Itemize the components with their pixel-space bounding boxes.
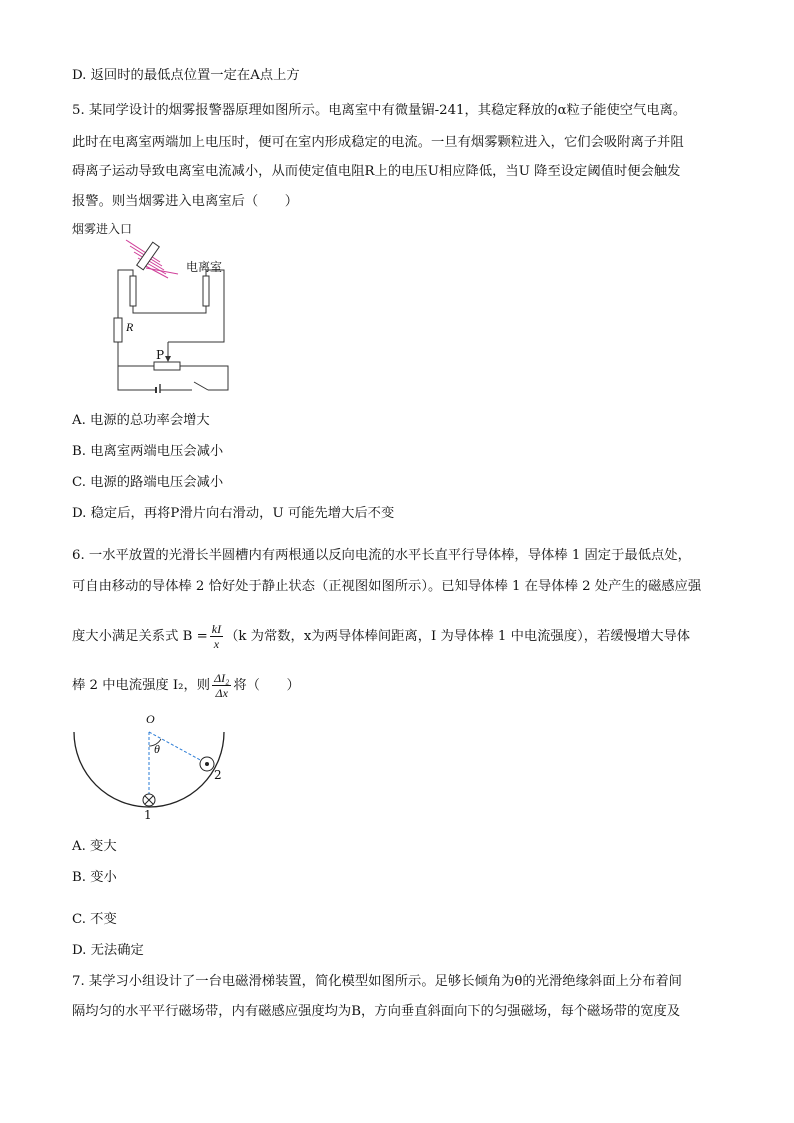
q5-stem-line-1: 5. 某同学设计的烟雾报警器原理如图所示。电离室中有微量镅-241，其稳定释放的α粒子能使空气电离。 bbox=[72, 103, 687, 118]
formula-numerator: kI bbox=[211, 622, 222, 636]
q6-stem-line-4 bbox=[72, 668, 300, 704]
ratio-numerator: ΔI₂ bbox=[214, 671, 230, 685]
rod-1-label: 1 bbox=[144, 808, 152, 822]
q6-option-a: A. 变大 bbox=[72, 839, 117, 854]
q4-option-d: D. 返回时的最低点位置一定在A点上方 bbox=[72, 68, 300, 83]
q6-stem-line-1: 6. 一水平放置的光滑长半圆槽内有两根通以反向电流的水平长直平行导体棒，导体棒 1 固定于最低点处， bbox=[72, 548, 691, 563]
q6-option-c: C. 不变 bbox=[72, 912, 117, 927]
semicircle-groove-diagram bbox=[68, 712, 228, 824]
q6-stem-line-3 bbox=[72, 619, 690, 655]
resistor-r-label: R bbox=[126, 320, 134, 334]
center-o-label: O bbox=[146, 712, 155, 726]
q5-stem-line-4: 报警。则当烟雾进入电离室后（ ） bbox=[72, 194, 299, 209]
field-formula-fraction bbox=[210, 622, 223, 651]
smoke-detector-circuit-diagram bbox=[68, 218, 248, 393]
groove-drawing bbox=[68, 712, 228, 824]
q5-option-b: B. 电离室两端电压会减小 bbox=[72, 444, 224, 459]
q7-stem-line-1: 7. 某学习小组设计了一台电磁滑梯装置，简化模型如图所示。足够长倾角为θ的光滑绝缘斜面上分布着间 bbox=[72, 974, 682, 989]
slider-p-label: P bbox=[156, 348, 165, 362]
q5-option-d: D. 稳定后，再将P滑片向右滑动，U 可能先增大后不变 bbox=[72, 506, 395, 521]
q6-option-b: B. 变小 bbox=[72, 870, 117, 885]
q6-line4-suffix: 将（ ） bbox=[233, 678, 300, 693]
q6-option-d: D. 无法确定 bbox=[72, 943, 144, 958]
q5-option-a: A. 电源的总功率会增大 bbox=[72, 413, 210, 428]
smoke-inlet-label: 烟雾进入口 bbox=[72, 222, 133, 236]
formula-denominator: x bbox=[213, 637, 220, 651]
ratio-fraction bbox=[212, 671, 231, 700]
q5-option-c: C. 电源的路端电压会减小 bbox=[72, 475, 224, 490]
q7-stem-line-2: 隔均匀的水平平行磁场带，内有磁感应强度均为B，方向垂直斜面向下的匀强磁场，每个磁场带的宽度及 bbox=[72, 1004, 681, 1019]
q5-stem-line-2: 此时在电离室两端加上电压时，便可在室内形成稳定的电流。一旦有烟雾颗粒进入，它们会吸附离子并阻 bbox=[72, 135, 684, 150]
q6-stem-line-2: 可自由移动的导体棒 2 恰好处于静止状态（正视图如图所示）。已知导体棒 1 在导体棒 2 处产生的磁感应强 bbox=[72, 579, 702, 594]
q5-stem-line-3: 碍离子运动导致电离室电流减小，从而使定值电阻R上的电压U相应降低，当U 降至设定阈值时便会触发 bbox=[72, 164, 681, 179]
q6-line4-prefix: 棒 2 中电流强度 I₂，则 bbox=[72, 678, 211, 693]
rod-2-label: 2 bbox=[214, 768, 222, 782]
ratio-denominator: Δx bbox=[215, 686, 228, 700]
circuit-drawing bbox=[68, 218, 248, 393]
ionization-chamber-label: 电离室 bbox=[186, 260, 223, 274]
angle-theta-label: θ bbox=[154, 742, 160, 756]
q6-line3-prefix: 度大小满足关系式 B = bbox=[72, 629, 208, 644]
q6-line3-suffix: （k 为常数，x为两导体棒间距离，I 为导体棒 1 中电流强度），若缓慢增大导体 bbox=[225, 629, 691, 644]
